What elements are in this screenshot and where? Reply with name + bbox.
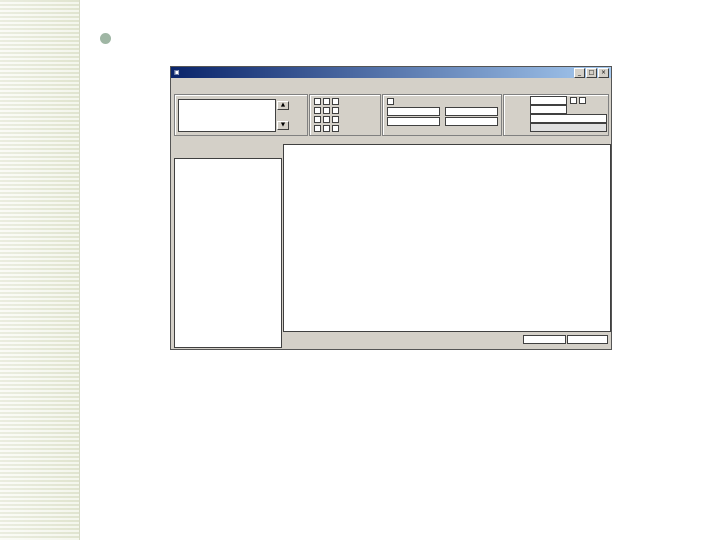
checkbox[interactable] bbox=[323, 116, 330, 123]
param-field[interactable] bbox=[387, 107, 440, 116]
param-field[interactable] bbox=[445, 117, 498, 126]
param-field[interactable] bbox=[445, 107, 498, 116]
status-field[interactable] bbox=[567, 335, 608, 344]
time-field[interactable] bbox=[530, 105, 567, 114]
type-select[interactable] bbox=[530, 96, 567, 105]
settings-group bbox=[503, 94, 609, 136]
window-titlebar bbox=[171, 67, 611, 78]
maximize-button[interactable]: □ bbox=[586, 68, 597, 78]
bullet-icon bbox=[100, 33, 111, 44]
checkbox[interactable] bbox=[579, 97, 586, 104]
chart-area bbox=[283, 144, 611, 332]
checkbox[interactable] bbox=[332, 116, 339, 123]
temp-field[interactable] bbox=[530, 114, 607, 123]
checkbox[interactable] bbox=[314, 107, 321, 114]
decorative-sidebar bbox=[0, 0, 80, 540]
app-icon: ▣ bbox=[174, 69, 180, 76]
minimize-button[interactable]: _ bbox=[574, 68, 585, 78]
parameters-group bbox=[382, 94, 502, 136]
param-field[interactable] bbox=[387, 117, 440, 126]
options-listbox[interactable] bbox=[178, 99, 276, 132]
scroll-up-button[interactable]: ▲ bbox=[277, 101, 289, 110]
app-screenshot bbox=[170, 66, 612, 350]
status-field[interactable] bbox=[523, 335, 566, 344]
checkbox[interactable] bbox=[314, 125, 321, 132]
checkbox[interactable] bbox=[332, 107, 339, 114]
checkbox[interactable] bbox=[314, 98, 321, 105]
tab-strip bbox=[173, 80, 609, 89]
close-button[interactable]: × bbox=[598, 68, 609, 78]
checkbox[interactable] bbox=[323, 107, 330, 114]
pressure-field[interactable] bbox=[530, 123, 607, 132]
slide-title bbox=[100, 18, 121, 58]
checkbox[interactable] bbox=[332, 125, 339, 132]
scroll-down-button[interactable]: ▼ bbox=[277, 121, 289, 130]
checkbox[interactable] bbox=[332, 98, 339, 105]
neutralization-checkbox[interactable] bbox=[387, 98, 394, 105]
checkbox[interactable] bbox=[314, 116, 321, 123]
checkbox[interactable] bbox=[570, 97, 577, 104]
bar-chart bbox=[284, 145, 610, 331]
options-group bbox=[174, 94, 308, 136]
status-bar bbox=[283, 332, 609, 346]
minerals-grid[interactable] bbox=[174, 158, 282, 348]
flags-group bbox=[309, 94, 381, 136]
checkbox[interactable] bbox=[323, 98, 330, 105]
checkbox[interactable] bbox=[323, 125, 330, 132]
